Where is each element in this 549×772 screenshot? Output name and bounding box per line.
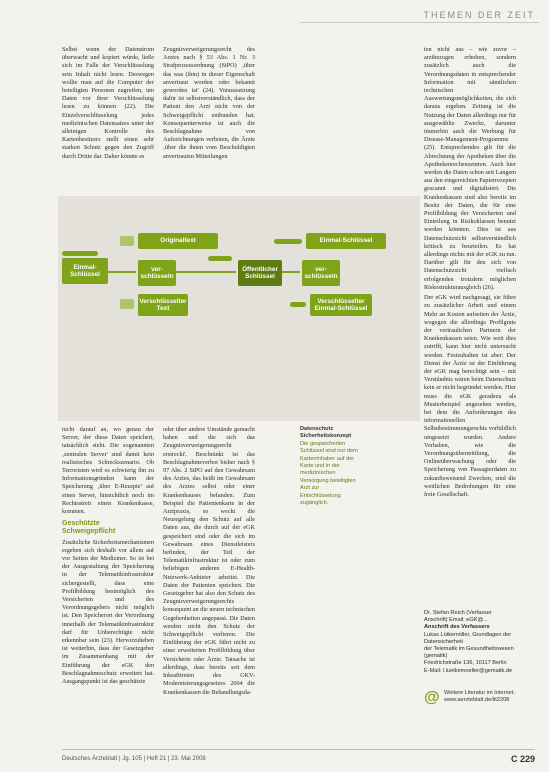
text-column-1-bottom [62,426,154,752]
literature-note [444,690,524,704]
sidebar-title: Datenschutz Sicherheitskonzept [300,426,352,440]
author-box-title: Anschrift des Verfassers [424,624,490,631]
text-column-2 [163,46,255,163]
original-text-box: Originaltext [138,233,218,249]
paragraph: nicht darauf an, wo genau der Server, der diese Daten speichert, tatsächlich steht. Die sogenannten ‚zentralen Server' sind damit kein realistisches Schreckszenario. Ob Terroristen wird es schwierig ihn zu Informationsgründen kann der Speicherung ‚über E-Rezepte' auf einen Server, hinsichtlich noch im Rechtsstreit einen Krankenkasse, kommen. [62,426,154,516]
paragraph: Der eGK wird nachgesagt, sie führe zu zusätzlicher Arbeit und einem Mehr an Kosten aufseiten der Ärzte, wogegen die allerdings Profilgrate der vertraulichen Partnern der Krankenkassen seien. Wie weit dies zutrifft, kann hier nicht untersucht werden. Festzuhalten ist aber: Der Dienst der Ärzte ist der Einführung der eGK mag berechtigt sein – mit Verständnis wären beim Datenschutz kein er nicht begründet werden. Hier muss die eGK geradezu als Musterbeispiel angesehen werden, bei dem die Anforderungen des informationellen Selbstbestimmungsrechts vorbildlich umgesetzt wurden. Andere Vorhaben, wie die Verordnungsübermittlung, die Onlineüberwachung oder die Speicherung von Passagierdaten zu zukunftsweisend Zwecken, sind die weitlichen Bedrohungen für eine freie Gesellschaft. [424,294,516,498]
sidebar-box [300,426,360,507]
page-number: C 229 [510,754,535,764]
author-line: der Telematik im Gesundheitswesen (gematik) [424,646,514,660]
public-key-box: Öffentlicher Schlüssel [238,260,282,286]
author-box [424,610,516,675]
document-icon [120,236,134,246]
one-time-key-box-left: Einmal-Schlüssel [62,258,108,284]
encrypt-key-step-box: ver-schlüsseln [302,260,340,286]
footer-citation: Deutsches Ärzteblatt | Jg. 105 | Heft 21 | 23. Mai 2008 [62,756,206,762]
paragraph: Selbst wenn der Datenstrom überwacht und kopiert würde, ließe sich im Falle der Verschlüsselung sein Inhalt nicht lesen. Deswegen wollte man auf die Computer der beteiligten Personen zugreifen, um Daten vor ihrer Verschlüsselung lesen zu können (22). Die Einzelverschlüsselung jedes medizinischen Datensatzes unter der alleinigen Kontrolle des Kartenbesitzers stellt einen sehr starken Schutz gegen den Zugriff durch Dritte dar. Daher könnte es [62,46,154,160]
document-icon [120,299,134,309]
text-column-3 [424,46,516,606]
author-line: Friedrichstraße 136, 10117 Berlin [424,660,507,667]
key-icon [274,239,302,244]
subheading: Geschützte Schweigepflicht [62,520,116,536]
author-contact: Dr. Stefan Reich (Verfasser Anschrift) Email: eGK@... [424,610,492,624]
encrypt-step-box: ver-schlüsseln [138,260,176,286]
footer-rule [62,749,535,750]
text-column-2-bottom [163,426,255,751]
at-sign-icon: @ [424,689,440,706]
author-line: Lukas Lütkemöller, Grundlagen der Datensicherheit [424,631,512,645]
cipher-text-box: Verschlüsselter Text [138,294,188,316]
paragraph: oder über andere Umstände gemacht haben und die sich das Zeugnisverweigerungsrecht erstreckt'. Beschränkt ist das Beschlagnahmeverbot bisher nach § 97 Abs. 2 StPO auf den Gewahrsam des Arztes, das heißt im Gewahrsam des Arztes selbst oder einer Krankenhauses befanden. Zum Beispiel die Patientenkarte in der Arztpraxis, so weckt die Neuregelung den Schutz auf alle Daten aus, die durch auf der eGK gespeichert sind oder die sich im Gewahrsam eines Dienstleisters befinden, der Teil der Telematikinfrastruktur ist oder zum beliebigen anderen E-Health-Netzwerk-Anbieter arbeitet. Die Daten der Patienten speichert. Die Gesetzgeber hat also den Schutz des Zeugnisverweigerungsrechts konsequent an die neuen technischen Gegebenheiten angepasst. Die Daten werden nicht den Schutz der Schweigepflicht verlieren. Die Einführung der eGK führt nicht zu einer erweiterten Profilbildung über Versicherte oder Ärzte. Tatsache ist allerdings, dass bereits seit dem Inkrafttreten des GKV-Modernisierungsgesetzes 2004 die Krankenkassen die Behandlungsda- [163,426,255,696]
author-line: E-Mail: l.luetkemoeller@gematik.de [424,667,513,674]
literature-label: Weitere Literatur im Internet: [444,690,515,696]
key-icon [208,256,232,261]
text-column-1 [62,46,154,163]
literature-link[interactable]: www.aerzteblatt.de/lit2208 [444,697,510,703]
encryption-diagram [58,196,420,421]
key-icon [290,302,306,307]
arrow [108,271,136,273]
sidebar-body: Die gespeicherten Schlüssel sind nur dem Karteninhaber auf der Karte und in der medizinischen Versorgung beteiligten Arzt zur Entschlüsselung zugänglich. [300,440,358,507]
header-rule [300,22,539,23]
encrypted-key-box: Verschlüsselter Einmal-Schlüssel [310,294,372,316]
arrow [176,271,236,273]
paragraph: ten nicht aus – wie zuvor – arztbezogen erhoben, sondern zusätzlich auch die Verordnungsdaten in entsprechender Information mit sämtlichen technischen Auswertungsmöglichkeiten, die sich daraus ergeben. Zeitung ist die Nutzung der Daten allerdings nur für ausgewählte Zwecke, darunter immerhin auch die Werbung für Disease-Management-Programme (25). Entsprechendes gilt für die Abrechnung der Apotheken über die Apothekenrechenzentren. Auch hier werden die Daten schon seit Langem aus den eingereichten Papierrezepten gescannt und digitalisiert. Die Krankenkassen sind also bereits im Besitz der Daten, die für eine Profilbildung der Versicherten und Einteilung in Risikoklassen benutzt werden könnten. Dies ist aus Datenschutzsicht selbstverständlich kritisch zu beurteilen. Es hat allerdings nichts mit der eGK zu tun. Darüber gilt für den sich von Datenschutzsicht vielfach erfolgenden trotzdem möglichen Riskostrukturausgleich (26). [424,46,516,291]
paragraph: Zusätzliche Sicherheitsmechanismen ergeben sich deshalb vor allem auf vor Seiten der Mediziner. So ist bei der Ausgestaltung der Speicherung in der Telematikinfrastruktur sichergestellt, dass eine Profilbildung bestmöglich des Versicherten und des Verordnungsgebers nicht möglich ist. Den Speicherort der Verordnung innerhalb der Telematikinfrastruktur darf für Unberechtigte nicht erkennbar sein (23). Hervorzuheben ist weiterhin, dass der Gesetzgeber im Zusammenhang mit der Einführung der eGK den Beschlagnahmeschutz erweitert hat. Ausgangspunkt ist das geschützte [62,538,154,686]
arrow [282,271,300,273]
section-header: THEMEN DER ZEIT [423,10,535,20]
one-time-key-box-top: Einmal-Schlüssel [306,233,386,249]
key-icon [62,251,98,256]
paragraph: Zeugnisverweigerungsrecht des Arztes nach § 53 Abs. 1 Nr. 3 Strafprozessordnung (StPO) ‚über das was (ihm) in dieser Eigenschaft anvertraut worden oder bekannt geworden ist' (24). Voraussetzung dafür ist selbstverständlich, dass der Patient den Arzt nicht von der Schweigepflicht entbunden hat. Konsequenterweise ist auch die Beschlagnahme von Aufzeichnungen verboten, die Ärzte ‚über die ihnen vom Beschuldigten anvertrauten Mitteilungen [163,46,255,160]
